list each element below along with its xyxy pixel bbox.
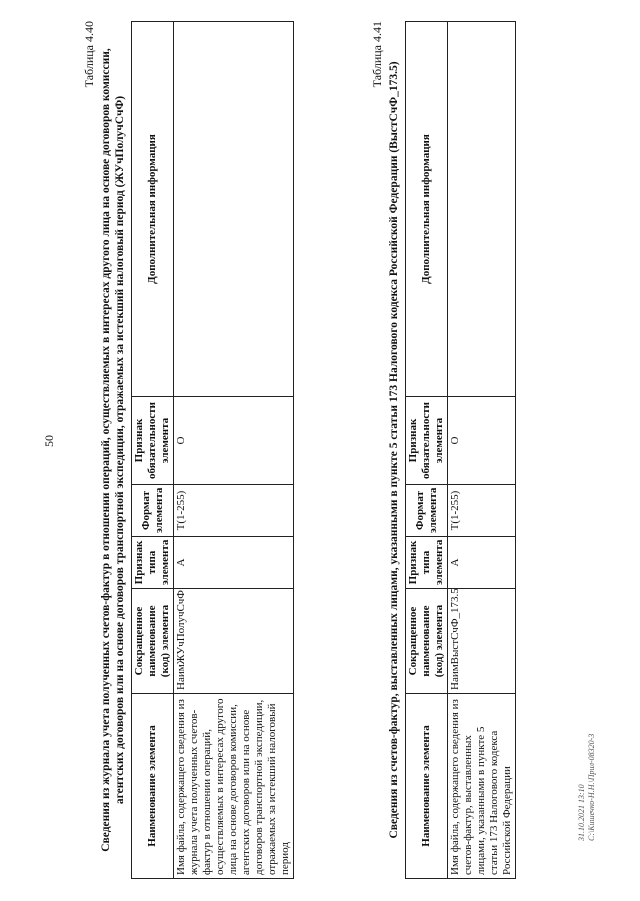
col-header-name: Наименование элемента bbox=[406, 694, 448, 879]
cell-short: НаимВыстСчФ_173.5 bbox=[448, 589, 516, 694]
col-header-extra: Дополнительная информация bbox=[406, 22, 448, 397]
table-4-41 bbox=[405, 21, 516, 879]
table-title: Сведения из счетов-фактур, выставленных лицами, указанными в пункте 5 статьи 173 Налогового кодекса Российской Федерации (ВыстСчФ_173.5) bbox=[388, 61, 400, 839]
col-header-format: Формат элемента bbox=[406, 485, 448, 537]
table-row bbox=[448, 22, 516, 879]
col-header-short: Сокращенное наименование (код) элемента bbox=[406, 589, 448, 694]
table-4-40-block bbox=[82, 21, 294, 879]
stamp-date: 31.10.2021 13:10 bbox=[577, 784, 586, 841]
col-header-extra: Дополнительная информация bbox=[132, 22, 174, 397]
table-title: Сведения из журнала учета полученных счетов-фактур в отношении операций, осуществляемых в интересах другого лица на основе договоров комиссии, агентских договоров или на основе договоров транспортной экспедиции, отражаемых за истекший налоговый период (ЖУчПолучСчФ) bbox=[100, 48, 126, 852]
col-header-short: Сокращенное наименование (код) элемента bbox=[132, 589, 174, 694]
cell-format: T(1-255) bbox=[174, 485, 294, 537]
cell-required: О bbox=[448, 397, 516, 485]
table-4-41-block bbox=[370, 21, 516, 879]
cell-required: О bbox=[174, 397, 294, 485]
print-stamp bbox=[577, 734, 597, 841]
table-number: Таблица 4.40 bbox=[82, 21, 96, 88]
cell-type: А bbox=[174, 537, 294, 589]
cell-format: T(1-255) bbox=[448, 485, 516, 537]
col-header-format: Формат элемента bbox=[132, 485, 174, 537]
stamp-path: С:\Кишечко-Н.Н.\Прил-08320-3 bbox=[587, 733, 596, 841]
cell-extra bbox=[448, 22, 516, 397]
table-4-40 bbox=[131, 21, 294, 879]
col-header-name: Наименование элемента bbox=[132, 694, 174, 879]
col-header-required: Признак обязательности элемента bbox=[132, 397, 174, 485]
table-row bbox=[174, 22, 294, 879]
cell-extra bbox=[174, 22, 294, 397]
cell-type: А bbox=[448, 537, 516, 589]
table-number: Таблица 4.41 bbox=[370, 21, 384, 88]
col-header-type: Признак типа элемента bbox=[132, 537, 174, 589]
col-header-required: Признак обязательности элемента bbox=[406, 397, 448, 485]
cell-name: Имя файла, содержащего сведения из журнала учета полученных счетов-фактур в отношении операций, осуществляемых в интересах другого лица на основе договоров комиссии, агентских договоров или на основе договоров транспортной экспедиции, отражаемых за истекший налоговый период bbox=[174, 694, 294, 879]
page-number: 50 bbox=[42, 435, 56, 447]
col-header-type: Признак типа элемента bbox=[406, 537, 448, 589]
header-row bbox=[406, 22, 448, 879]
cell-name: Имя файла, содержащего сведения из счетов-фактур, выставленных лицами, указанными в пункте 5 статьи 173 Налогового кодекса Российской Федерации bbox=[448, 694, 516, 879]
header-row bbox=[132, 22, 174, 879]
cell-short: НаимЖУчПолучСчФ bbox=[174, 589, 294, 694]
